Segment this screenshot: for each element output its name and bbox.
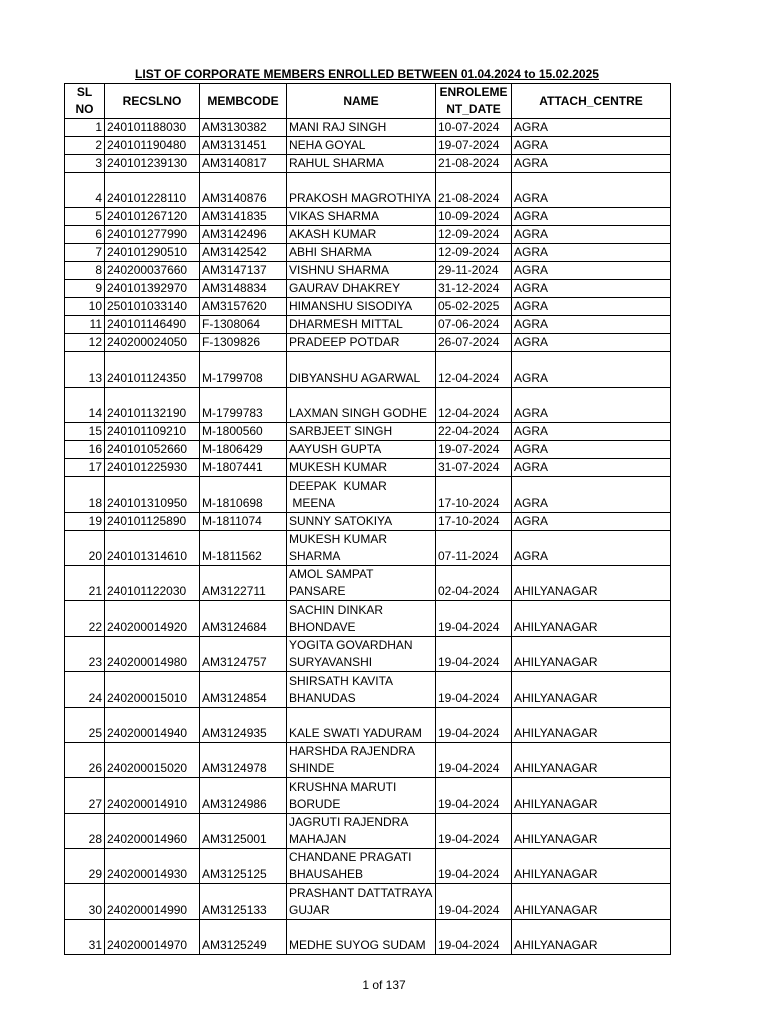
cell-recslno: 240101125890 [105,512,200,530]
cell-enrolment-date: 26-07-2024 [436,334,512,352]
cell-enrolment-date: 12-04-2024 [436,352,512,387]
cell-sl-no: 5 [65,208,105,226]
cell-sl-no: 24 [65,672,105,707]
cell-name: MEDHE SUYOG SUDAM [287,919,436,954]
cell-name: YOGITA GOVARDHAN SURYAVANSHI [287,636,436,671]
cell-recslno: 240101052660 [105,441,200,459]
cell-name: JAGRUTI RAJENDRA MAHAJAN [287,813,436,848]
cell-name: SARBJEET SINGH [287,423,436,441]
cell-enrolment-date: 19-04-2024 [436,849,512,884]
cell-recslno: 240200037660 [105,262,200,280]
cell-sl-no: 8 [65,262,105,280]
cell-membcode: AM3147137 [200,262,287,280]
cell-name: MUKESH KUMAR [287,459,436,477]
cell-name: DHARMESH MITTAL [287,316,436,334]
cell-recslno: 240200014930 [105,849,200,884]
cell-recslno: 240200014910 [105,778,200,813]
cell-attach-centre: AGRA [512,137,671,155]
cell-sl-no: 18 [65,477,105,512]
table-row [65,778,671,813]
header-attach-centre: ATTACH_CENTRE [512,84,671,119]
cell-attach-centre: AHILYANAGAR [512,778,671,813]
table-row [65,672,671,707]
cell-membcode: AM3142496 [200,226,287,244]
cell-attach-centre: AHILYANAGAR [512,601,671,636]
header-sl-no: SL NO [65,84,105,119]
cell-enrolment-date: 31-12-2024 [436,280,512,298]
cell-enrolment-date: 19-04-2024 [436,742,512,777]
cell-attach-centre: AGRA [512,316,671,334]
cell-enrolment-date: 21-08-2024 [436,173,512,208]
cell-sl-no: 9 [65,280,105,298]
table-body [65,119,671,955]
cell-enrolment-date: 07-06-2024 [436,316,512,334]
cell-enrolment-date: 12-09-2024 [436,226,512,244]
header-recslno: RECSLNO [105,84,200,119]
cell-enrolment-date: 10-07-2024 [436,119,512,137]
cell-membcode: M-1807441 [200,459,287,477]
cell-recslno: 240101188030 [105,119,200,137]
cell-recslno: 240200014990 [105,884,200,919]
cell-sl-no: 14 [65,387,105,422]
cell-membcode: AM3122711 [200,565,287,600]
cell-name: SACHIN DINKAR BHONDAVE [287,601,436,636]
table-row [65,636,671,671]
cell-attach-centre: AGRA [512,262,671,280]
cell-recslno: 240101122030 [105,565,200,600]
header-enrolment-date: ENROLEME NT_DATE [436,84,512,119]
cell-attach-centre: AHILYANAGAR [512,742,671,777]
cell-name: ABHI SHARMA [287,244,436,262]
cell-recslno: 240200024050 [105,334,200,352]
cell-membcode: AM3130382 [200,119,287,137]
cell-attach-centre: AGRA [512,244,671,262]
cell-sl-no: 10 [65,298,105,316]
cell-name: RAHUL SHARMA [287,155,436,173]
cell-enrolment-date: 22-04-2024 [436,423,512,441]
table-row [65,226,671,244]
cell-enrolment-date: 19-04-2024 [436,778,512,813]
cell-membcode: AM3124986 [200,778,287,813]
cell-name: AMOL SAMPAT PANSARE [287,565,436,600]
cell-recslno: 240200014980 [105,636,200,671]
cell-attach-centre: AGRA [512,280,671,298]
cell-enrolment-date: 19-07-2024 [436,137,512,155]
cell-name: MUKESH KUMAR SHARMA [287,530,436,565]
table-row [65,262,671,280]
cell-attach-centre: AGRA [512,298,671,316]
cell-attach-centre: AGRA [512,441,671,459]
table-row [65,530,671,565]
cell-recslno: 240101290510 [105,244,200,262]
table-row [65,477,671,512]
cell-recslno: 240101146490 [105,316,200,334]
cell-attach-centre: AGRA [512,530,671,565]
table-row [65,884,671,919]
table-row [65,119,671,137]
cell-recslno: 240200014960 [105,813,200,848]
cell-enrolment-date: 29-11-2024 [436,262,512,280]
cell-attach-centre: AHILYANAGAR [512,636,671,671]
cell-membcode: AM3124684 [200,601,287,636]
cell-membcode: M-1800560 [200,423,287,441]
cell-name: AAYUSH GUPTA [287,441,436,459]
cell-sl-no: 1 [65,119,105,137]
cell-recslno: 240200015020 [105,742,200,777]
table-row [65,137,671,155]
cell-sl-no: 22 [65,601,105,636]
cell-recslno: 240200014920 [105,601,200,636]
cell-sl-no: 16 [65,441,105,459]
cell-sl-no: 21 [65,565,105,600]
cell-enrolment-date: 05-02-2025 [436,298,512,316]
cell-name: PRAKOSH MAGROTHIYA [287,173,436,208]
cell-sl-no: 28 [65,813,105,848]
cell-recslno: 240101109210 [105,423,200,441]
cell-membcode: AM3124935 [200,707,287,742]
table-row [65,707,671,742]
cell-membcode: AM3131451 [200,137,287,155]
cell-membcode: AM3124757 [200,636,287,671]
cell-enrolment-date: 19-04-2024 [436,707,512,742]
table-row [65,280,671,298]
cell-sl-no: 19 [65,512,105,530]
cell-sl-no: 25 [65,707,105,742]
cell-name: DIBYANSHU AGARWAL [287,352,436,387]
cell-sl-no: 29 [65,849,105,884]
cell-membcode: M-1811562 [200,530,287,565]
cell-sl-no: 11 [65,316,105,334]
cell-name: CHANDANE PRAGATI BHAUSAHEB [287,849,436,884]
table-row [65,352,671,387]
cell-enrolment-date: 07-11-2024 [436,530,512,565]
cell-membcode: AM3124978 [200,742,287,777]
cell-sl-no: 26 [65,742,105,777]
cell-name: NEHA GOYAL [287,137,436,155]
cell-membcode: AM3157620 [200,298,287,316]
cell-enrolment-date: 19-04-2024 [436,601,512,636]
cell-membcode: M-1810698 [200,477,287,512]
cell-attach-centre: AGRA [512,334,671,352]
cell-name: SUNNY SATOKIYA [287,512,436,530]
cell-membcode: AM3142542 [200,244,287,262]
cell-enrolment-date: 19-04-2024 [436,884,512,919]
cell-name: LAXMAN SINGH GODHE [287,387,436,422]
cell-attach-centre: AGRA [512,155,671,173]
cell-recslno: 240200015010 [105,672,200,707]
cell-attach-centre: AHILYANAGAR [512,849,671,884]
cell-membcode: AM3125001 [200,813,287,848]
cell-membcode: AM3140876 [200,173,287,208]
cell-sl-no: 2 [65,137,105,155]
cell-name: SHIRSATH KAVITA BHANUDAS [287,672,436,707]
cell-name: HIMANSHU SISODIYA [287,298,436,316]
cell-enrolment-date: 17-10-2024 [436,512,512,530]
cell-recslno: 240200014940 [105,707,200,742]
cell-sl-no: 27 [65,778,105,813]
table-row [65,742,671,777]
cell-recslno: 240101267120 [105,208,200,226]
cell-membcode: AM3124854 [200,672,287,707]
cell-name: HARSHDA RAJENDRA SHINDE [287,742,436,777]
cell-sl-no: 3 [65,155,105,173]
cell-attach-centre: AGRA [512,119,671,137]
cell-membcode: AM3141835 [200,208,287,226]
cell-membcode: M-1799708 [200,352,287,387]
cell-membcode: AM3148834 [200,280,287,298]
cell-attach-centre: AGRA [512,512,671,530]
cell-sl-no: 17 [65,459,105,477]
cell-recslno: 240101277990 [105,226,200,244]
table-row [65,459,671,477]
cell-sl-no: 6 [65,226,105,244]
cell-sl-no: 7 [65,244,105,262]
cell-sl-no: 12 [65,334,105,352]
cell-attach-centre: AHILYANAGAR [512,565,671,600]
table-row [65,155,671,173]
cell-attach-centre: AGRA [512,459,671,477]
cell-membcode: M-1811074 [200,512,287,530]
cell-enrolment-date: 12-04-2024 [436,387,512,422]
cell-membcode: AM3125133 [200,884,287,919]
cell-membcode: F-1309826 [200,334,287,352]
table-row [65,423,671,441]
cell-sl-no: 30 [65,884,105,919]
header-row [65,84,671,119]
header-name: NAME [287,84,436,119]
members-table [64,83,671,955]
cell-enrolment-date: 12-09-2024 [436,244,512,262]
table-row [65,849,671,884]
cell-attach-centre: AGRA [512,423,671,441]
table-row [65,813,671,848]
cell-name: KALE SWATI YADURAM [287,707,436,742]
cell-recslno: 240101124350 [105,352,200,387]
cell-recslno: 240200014970 [105,919,200,954]
cell-sl-no: 23 [65,636,105,671]
cell-attach-centre: AGRA [512,208,671,226]
cell-enrolment-date: 31-07-2024 [436,459,512,477]
cell-recslno: 250101033140 [105,298,200,316]
cell-name: VIKAS SHARMA [287,208,436,226]
document-title: LIST OF CORPORATE MEMBERS ENROLLED BETWEEN 01.04.2024 to 15.02.2025 [135,67,599,81]
cell-recslno: 240101239130 [105,155,200,173]
cell-recslno: 240101314610 [105,530,200,565]
cell-name: DEEPAK KUMAR MEENA [287,477,436,512]
table-row [65,334,671,352]
cell-membcode: AM3125125 [200,849,287,884]
table-row [65,565,671,600]
cell-attach-centre: AGRA [512,173,671,208]
cell-enrolment-date: 19-04-2024 [436,672,512,707]
table-row [65,244,671,262]
cell-membcode: F-1308064 [200,316,287,334]
cell-name: PRASHANT DATTATRAYA GUJAR [287,884,436,919]
cell-attach-centre: AHILYANAGAR [512,919,671,954]
cell-enrolment-date: 19-04-2024 [436,919,512,954]
cell-sl-no: 31 [65,919,105,954]
cell-recslno: 240101392970 [105,280,200,298]
cell-enrolment-date: 17-10-2024 [436,477,512,512]
cell-attach-centre: AGRA [512,387,671,422]
table-row [65,298,671,316]
cell-sl-no: 15 [65,423,105,441]
header-membcode: MEMBCODE [200,84,287,119]
cell-recslno: 240101190480 [105,137,200,155]
cell-name: KRUSHNA MARUTI BORUDE [287,778,436,813]
cell-recslno: 240101310950 [105,477,200,512]
cell-attach-centre: AGRA [512,226,671,244]
cell-sl-no: 4 [65,173,105,208]
cell-recslno: 240101132190 [105,387,200,422]
table-row [65,441,671,459]
table-row [65,208,671,226]
cell-sl-no: 13 [65,352,105,387]
cell-recslno: 240101228110 [105,173,200,208]
cell-enrolment-date: 19-04-2024 [436,636,512,671]
cell-name: PRADEEP POTDAR [287,334,436,352]
cell-name: VISHNU SHARMA [287,262,436,280]
cell-membcode: AM3125249 [200,919,287,954]
cell-enrolment-date: 02-04-2024 [436,565,512,600]
cell-attach-centre: AHILYANAGAR [512,707,671,742]
cell-attach-centre: AGRA [512,477,671,512]
table-row [65,173,671,208]
cell-enrolment-date: 21-08-2024 [436,155,512,173]
cell-enrolment-date: 19-04-2024 [436,813,512,848]
cell-recslno: 240101225930 [105,459,200,477]
cell-name: MANI RAJ SINGH [287,119,436,137]
table-row [65,601,671,636]
table-row [65,919,671,954]
table-row [65,512,671,530]
cell-attach-centre: AHILYANAGAR [512,813,671,848]
cell-membcode: AM3140817 [200,155,287,173]
table-row [65,387,671,422]
cell-enrolment-date: 10-09-2024 [436,208,512,226]
cell-membcode: M-1806429 [200,441,287,459]
cell-enrolment-date: 19-07-2024 [436,441,512,459]
table-row [65,316,671,334]
cell-membcode: M-1799783 [200,387,287,422]
cell-name: GAURAV DHAKREY [287,280,436,298]
cell-attach-centre: AHILYANAGAR [512,884,671,919]
cell-name: AKASH KUMAR [287,226,436,244]
cell-attach-centre: AHILYANAGAR [512,672,671,707]
cell-sl-no: 20 [65,530,105,565]
page-number: 1 of 137 [362,978,406,992]
cell-attach-centre: AGRA [512,352,671,387]
